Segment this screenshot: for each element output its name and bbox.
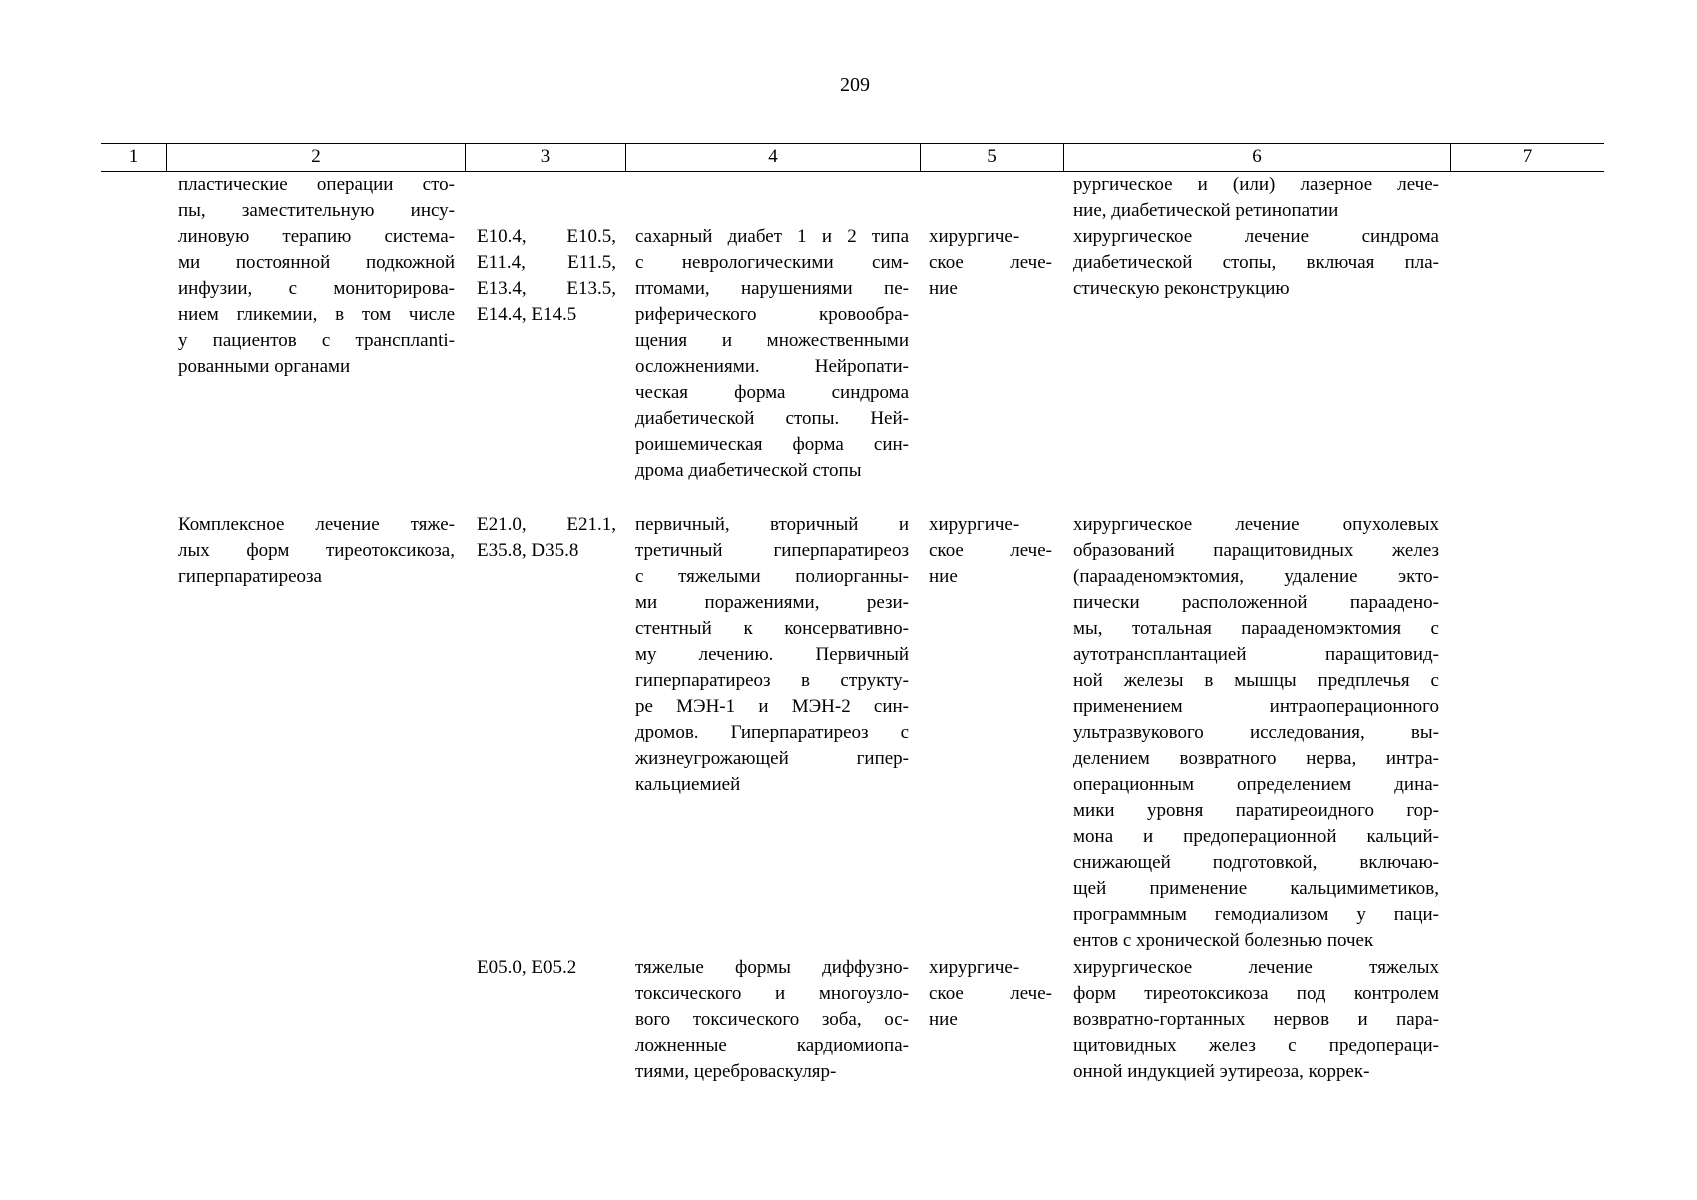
cell-line: щей применение кальцимиметиков,: [1073, 878, 1439, 899]
cell-line: диабетической стопы. Ней-: [635, 408, 909, 429]
cell-line: сахарный диабет 1 и 2 типа: [635, 226, 909, 247]
cell-b4-col5: [929, 955, 1052, 1033]
cell-line: му лечению. Первичный: [635, 644, 909, 665]
header-col-5: 5: [920, 144, 1063, 171]
cell-line: вого токсического зоба, ос-: [635, 1009, 909, 1030]
cell-line: ние: [929, 566, 958, 587]
cell-line: делением возвратного нерва, интра-: [1073, 748, 1439, 769]
cell-line: ультразвукового исследования, вы-: [1073, 722, 1439, 743]
cell-line: щения и множественными: [635, 330, 909, 351]
cell-line: возвратно-гортанных нервов и пара-: [1073, 1009, 1439, 1030]
cell-b3-col6: [1073, 512, 1439, 954]
cell-line: инфузии, с мониторирова-: [178, 278, 455, 299]
cell-line: E05.0, E05.2: [477, 957, 577, 978]
cell-line: ское лече-: [929, 983, 1052, 1004]
cell-line: E35.8, D35.8: [477, 540, 579, 561]
table-header-row: [101, 143, 1604, 172]
cell-line: программным гемодиализом у паци-: [1073, 904, 1439, 925]
cell-line: тиями, цереброваскуляр-: [635, 1061, 837, 1082]
cell-line: стическую реконструкцию: [1073, 278, 1290, 299]
cell-line: пически расположенной парааденo-: [1073, 592, 1439, 613]
cell-line: жизнеугрожающей гипер-: [635, 748, 909, 769]
cell-line: лых форм тиреотоксикоза,: [178, 540, 455, 561]
cell-line: осложнениями. Нейропати-: [635, 356, 909, 377]
cell-line: пластические операции сто-: [178, 174, 455, 195]
cell-line: диабетической стопы, включая пла-: [1073, 252, 1439, 273]
cell-line: риферического кровообра-: [635, 304, 909, 325]
cell-line: E11.4, E11.5,: [477, 252, 616, 273]
cell-line: ми постоянной подкожной: [178, 252, 455, 273]
cell-b1-col6_top: [1073, 172, 1439, 224]
cell-line: ложненные кардиомиопа-: [635, 1035, 909, 1056]
cell-line: дрома диабетической стопы: [635, 460, 862, 481]
cell-line: аутотрансплантацией паращитовид-: [1073, 644, 1439, 665]
cell-line: E13.4, E13.5,: [477, 278, 616, 299]
cell-line: у пациентов с трансплanti-: [178, 330, 455, 351]
cell-b2-col5: [929, 224, 1052, 302]
cell-b3-col5: [929, 512, 1052, 590]
header-col-1: 1: [128, 146, 139, 167]
cell-line: тяжелые формы диффузно-: [635, 957, 909, 978]
cell-line: хирургическое лечение опухолевых: [1073, 514, 1439, 535]
cell-line: онной индукцией эутиреоза, коррек-: [1073, 1061, 1370, 1082]
cell-line: образований паращитовидных желез: [1073, 540, 1439, 561]
cell-line: пы, заместительную инсу-: [178, 200, 455, 221]
cell-line: кальциемией: [635, 774, 741, 795]
cell-b4-col4: [635, 955, 909, 1085]
cell-line: ское лече-: [929, 540, 1052, 561]
cell-line: мы, тотальная парааденомэктомия с: [1073, 618, 1439, 639]
cell-line: снижающей подготовкой, включаю-: [1073, 852, 1439, 873]
cell-line: рургическое и (или) лазерное лече-: [1073, 174, 1439, 195]
cell-line: E14.4, E14.5: [477, 304, 577, 325]
cell-line: мики уровня паратиреоидного гор-: [1073, 800, 1439, 821]
cell-line: первичный, вторичный и: [635, 514, 909, 535]
cell-line: ское лече-: [929, 252, 1052, 273]
header-col-4: 4: [625, 144, 920, 171]
cell-line: ческая форма синдрома: [635, 382, 909, 403]
cell-line: мона и предоперационной кальций-: [1073, 826, 1439, 847]
cell-line: роишемическая форма син-: [635, 434, 909, 455]
cell-b4-col6: [1073, 955, 1439, 1085]
cell-line: хирургическое лечение тяжелых: [1073, 957, 1439, 978]
cell-b1-col2: [178, 172, 455, 380]
cell-line: с тяжелыми полиорганны-: [635, 566, 909, 587]
header-col-6: 6: [1063, 144, 1450, 171]
header-col-7: 7: [1450, 144, 1604, 171]
cell-b4-col3: [477, 955, 616, 981]
cell-line: птомами, нарушениями пе-: [635, 278, 909, 299]
cell-b3-col3: [477, 512, 616, 564]
cell-line: дромов. Гиперпаратиреоз с: [635, 722, 909, 743]
cell-line: третичный гиперпаратиреоз: [635, 540, 909, 561]
cell-line: хирургиче-: [929, 514, 1020, 535]
cell-line: стентный к консервативно-: [635, 618, 909, 639]
cell-line: ние: [929, 1009, 958, 1030]
cell-line: E21.0, E21.1,: [477, 514, 616, 535]
cell-line: операционным определением дина-: [1073, 774, 1439, 795]
header-col-3: 3: [465, 144, 625, 171]
cell-line: линовую терапию системa-: [178, 226, 455, 247]
cell-line: ре МЭН-1 и МЭН-2 син-: [635, 696, 909, 717]
cell-line: нием гликемии, в том числе: [178, 304, 455, 325]
cell-line: Комплексное лечение тяже-: [178, 514, 455, 535]
cell-b2-col6: [1073, 224, 1439, 302]
cell-line: E10.4, E10.5,: [477, 226, 616, 247]
cell-line: с неврологическими сим-: [635, 252, 909, 273]
cell-b2-col3: [477, 224, 616, 328]
cell-line: ние, диабетической ретинопатии: [1073, 200, 1339, 221]
cell-b3-col2: [178, 512, 455, 590]
cell-line: применением интраоперационного: [1073, 696, 1439, 717]
cell-line: хирургическое лечение синдрома: [1073, 226, 1439, 247]
cell-line: ной железы в мышцы предплечья с: [1073, 670, 1439, 691]
cell-line: хирургиче-: [929, 957, 1020, 978]
cell-b3-col4: [635, 512, 909, 798]
cell-line: (парааденомэктомия, удаление экто-: [1073, 566, 1439, 587]
cell-line: форм тиреотоксикоза под контролем: [1073, 983, 1439, 1004]
cell-line: токсического и многоузло-: [635, 983, 909, 1004]
cell-line: рованными органами: [178, 356, 351, 377]
cell-b2-col4: [635, 224, 909, 484]
cell-line: ние: [929, 278, 958, 299]
cell-line: ентов с хронической болезнью почек: [1073, 930, 1374, 951]
cell-line: гиперпаратиреоз в структу-: [635, 670, 909, 691]
cell-line: гиперпаратиреоза: [178, 566, 322, 587]
page-number: 209: [840, 74, 870, 96]
cell-line: хирургиче-: [929, 226, 1020, 247]
cell-line: ми поражениями, рези-: [635, 592, 909, 613]
cell-line: щитовидных желез с предоперaци-: [1073, 1035, 1439, 1056]
header-col-2: 2: [166, 144, 465, 171]
